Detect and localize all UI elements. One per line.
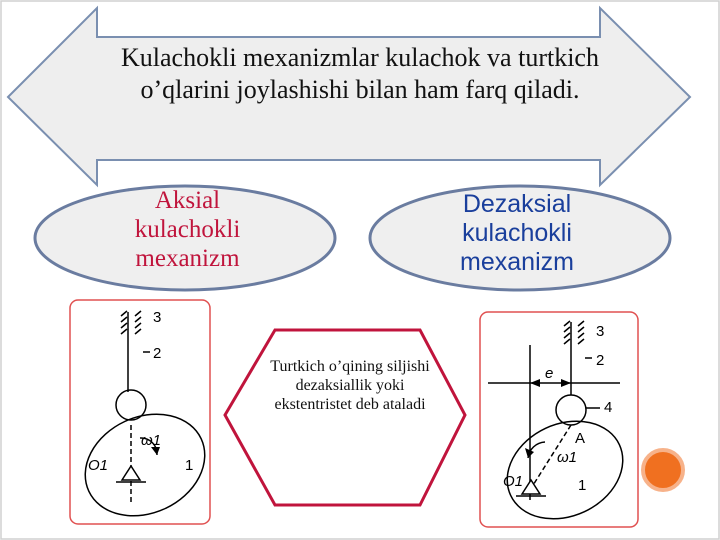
right-label-offset: e xyxy=(545,365,554,382)
left-label-rod: 2 xyxy=(153,345,162,362)
right-label-rod: 2 xyxy=(596,352,605,369)
left-label-omega: ω1 xyxy=(141,432,162,449)
right-label-pivot: O1 xyxy=(503,473,524,490)
oval-left-label: Aksial kulachokli mexanizm xyxy=(134,187,241,272)
figure-left-frame xyxy=(70,300,210,524)
oval-right-label: Dezaksial kulachokli mexanizm xyxy=(460,190,574,276)
right-label-spring: 3 xyxy=(596,323,605,340)
left-label-cam: 1 xyxy=(185,457,194,474)
hexagon-label: Turtkich o’qining siljishi dezaksiallik yoki ekstentristet deb ataladi xyxy=(270,358,430,413)
right-label-omega: ω1 xyxy=(557,449,578,466)
left-label-spring: 3 xyxy=(153,309,162,326)
right-label-roller: 4 xyxy=(604,399,613,416)
arrow-caption: Kulachokli mexanizmlar kulachok va turtkich o’qlarini joylashishi bilan ham farq qiladi. xyxy=(121,43,599,104)
left-label-pivot: O1 xyxy=(88,457,109,474)
orange-dot xyxy=(643,450,683,490)
right-label-cam: 1 xyxy=(578,477,587,494)
right-label-point: A xyxy=(575,430,586,447)
